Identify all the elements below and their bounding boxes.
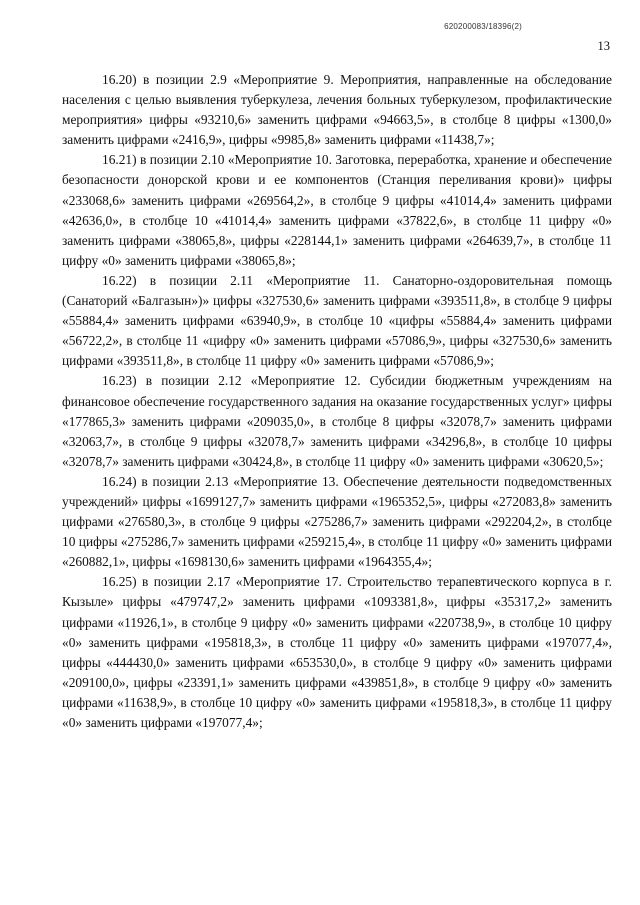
document-id: 620200083/18396(2) [444, 22, 522, 31]
paragraph-16-22: 16.22) в позиции 2.11 «Мероприятие 11. Санаторно-оздоровительная помощь (Санаторий «Балгазын»)» цифры «327530,6» заменить цифрами «393511,8», в столбце 9 цифры «55884,4» заменить цифрами «63940,9», в столбце 10 «цифры «55884,4» заменить цифрами «56722,2», в столбце 11 «цифру «0» заменить цифрами «57086,9», цифры «327530,6» заменить цифрами «393511,8», в столбце 11 цифру «0» заменить цифрами «57086,9»; [62, 272, 612, 369]
paragraph-16-20: 16.20) в позиции 2.9 «Мероприятие 9. Мероприятия, направленные на обследование населения с целью выявления туберкулеза, лечения больных туберкулезом, профилактические мероприятия» цифры «93210,6» заменить цифрами «94663,5», в столбце 8 цифры «1300,0» заменить цифрами «2416,9», цифры «9985,8» заменить цифрами «11438,7»; [62, 72, 612, 148]
paragraph-16-21: 16.21) в позиции 2.10 «Мероприятие 10. Заготовка, переработка, хранение и обеспечение безопасности донорской крови и ее компонентов (Станция переливания крови)» цифры «233068,6» заменить цифрами «269564,2», в столбце 9 цифры «41014,4» заменить цифрами «42636,0», в столбце 10 «41014,4» заменить цифрами «37822,6», в столбце 11 цифру «0» заменить цифрами «38065,8», цифры «228144,1» заменить цифрами «264639,7», в столбце 11 цифру «0» заменить цифрами «38065,8»; [62, 152, 612, 268]
paragraph-16-25: 16.25) в позиции 2.17 «Мероприятие 17. Строительство терапевтического корпуса в г. Кызыле» цифры «479747,2» заменить цифрами «1093381,8», цифры «35317,2» заменить цифрами «11926,1», в столбце 9 цифру «0» заменить цифрами «220738,9», в столбце 10 цифру «0» заменить цифрами «195818,3», в столбце 11 цифру «0» заменить цифрами «197077,4», цифры «444430,0» заменить цифрами «653530,0», в столбце 9 цифру «0» заменить цифрами «209100,0», цифры «23391,1» заменить цифрами «439851,8», в столбце 9 цифру «0» заменить цифрами «11638,9», в столбце 10 цифру «0» заменить цифрами «195818,3», в столбце 11 цифру «0» заменить цифрами «197077,4»; [62, 574, 612, 730]
paragraph-16-24: 16.24) в позиции 2.13 «Мероприятие 13. Обеспечение деятельности подведомственных учреждений» цифры «1699127,7» заменить цифрами «1965352,5», цифры «272083,8» заменить цифрами «276580,3», в столбце 9 цифры «275286,7» заменить цифрами «292204,2», в столбце 10 цифры «275286,7» заменить цифрами «259215,4», в столбце 11 цифру «0» заменить цифрами «260882,1», цифры «1698130,6» заменить цифрами «1964355,4»; [62, 473, 612, 570]
document-body [62, 70, 612, 733]
page-number: 13 [597, 39, 610, 53]
paragraph-16-23: 16.23) в позиции 2.12 «Мероприятие 12. Субсидии бюджетным учреждениям на финансовое обеспечение государственного задания на оказание государственных услуг» цифры «177865,3» заменить цифрами «209035,0», в столбце 8 цифры «32078,7» заменить цифрами «32063,7», в столбце 9 цифры «32078,7» заменить цифрами «34296,8», в столбце 10 цифры «32078,7» заменить цифрами «30424,8», в столбце 11 цифру «0» заменить цифрами «30620,5»; [62, 373, 612, 469]
